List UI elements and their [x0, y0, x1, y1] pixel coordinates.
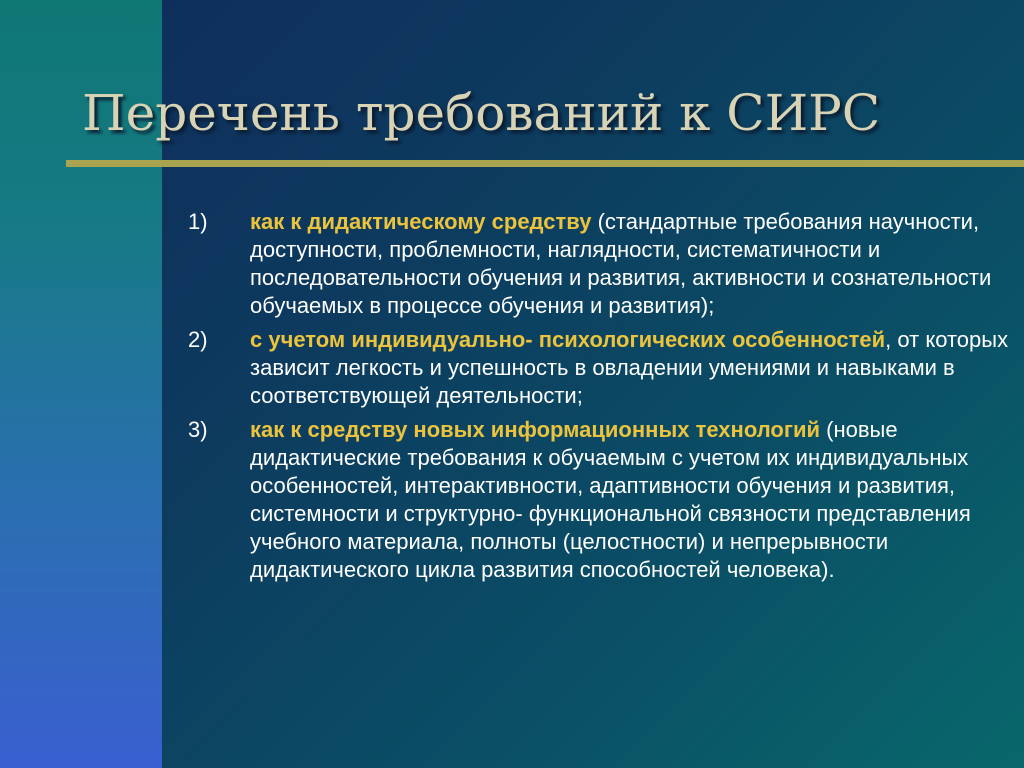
list-item-highlight: с учетом индивидуально- психологических особенностей — [250, 327, 886, 352]
requirements-list — [188, 208, 1018, 590]
list-item-text: (стандартные требования научности, доступности, проблемности, наглядности, систематичности и последовательности обучения и развития, активности и сознательности обучаемых в процессе обучения и развития); — [250, 209, 992, 318]
list-item-number: 1) — [188, 209, 208, 234]
slide-title: Перечень требований к СИРС — [82, 84, 881, 142]
list-item — [188, 326, 1018, 410]
list-item-number: 3) — [188, 417, 208, 442]
list-item — [188, 208, 1018, 320]
title-underline-rule — [66, 160, 1024, 167]
list-item-number: 2) — [188, 327, 208, 352]
list-item-text: , от которых зависит легкость и успешность в овладении умениями и навыками в соответствующей деятельности; — [250, 327, 1009, 408]
list-item-highlight: как к дидактическому средству — [250, 209, 592, 234]
list-item-highlight: как к средству новых информационных технологий — [250, 417, 821, 442]
list-item — [188, 416, 1018, 584]
list-item-text: (новые дидактические требования к обучаемым с учетом их индивидуальных особенностей, интерактивности, адаптивности обучения и развития, системности и структурно- функциональной связности представления учебного материала, полноты (целостности) и непрерывности дидактического цикла развития способностей человека). — [250, 417, 971, 582]
